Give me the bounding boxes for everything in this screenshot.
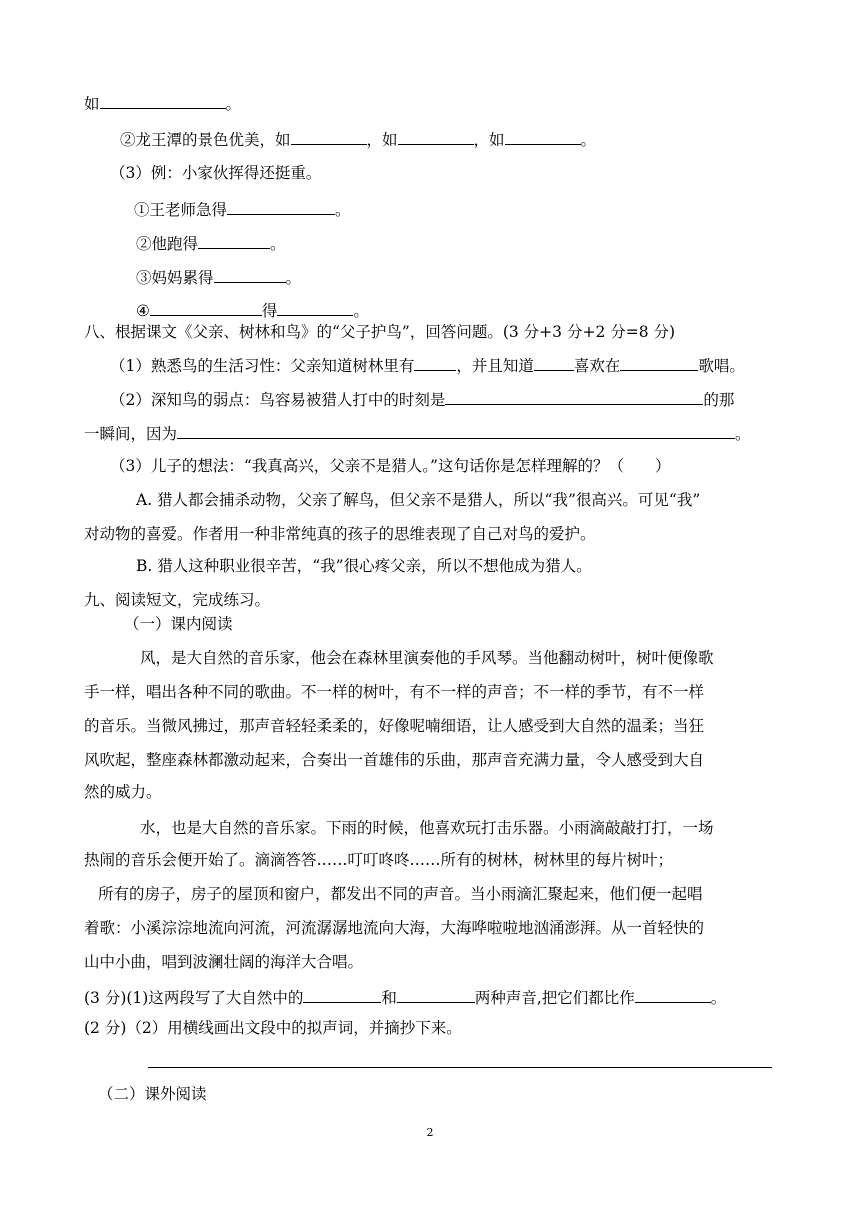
option-a[interactable]: A. 猎人都会捕杀动物，父亲了解鸟，但父亲不是猎人，所以“我”很高兴。可见“我” (136, 491, 701, 509)
answer-blank[interactable] (227, 198, 335, 215)
fill-line-example-2 (120, 128, 596, 150)
answer-blank[interactable] (398, 128, 474, 145)
line-text: ，如 (366, 131, 398, 149)
line-text: 歌唱。 (698, 357, 745, 375)
answer-blank[interactable] (303, 986, 381, 1003)
line-text: ④ (136, 302, 150, 320)
answer-blank[interactable] (177, 422, 735, 439)
answer-blank[interactable] (214, 266, 286, 283)
answer-blank[interactable] (635, 986, 711, 1003)
line-text: ，并且知道 (456, 357, 534, 375)
line-text: 。 (735, 425, 751, 443)
question-9-1 (84, 986, 726, 1008)
subsection-in-class-reading: （一）课内阅读 (124, 615, 233, 633)
passage-line: 的音乐。当微风拂过，那声音轻轻柔柔的，好像呢喃细语，让人感受到大自然的温柔；当狂 (84, 717, 705, 735)
line-text: 。 (710, 989, 727, 1007)
line-text: 得 (261, 302, 278, 320)
passage-line: 手一样，唱出各种不同的歌曲。不一样的树叶，有不一样的声音；不一样的季节，有不一样 (84, 683, 705, 701)
answer-blank[interactable] (277, 299, 353, 316)
line-text: （2）深知鸟的弱点：鸟容易被猎人打中的时刻是 (110, 391, 446, 409)
exercise-item-1 (134, 198, 351, 220)
line-text: 如 (84, 95, 100, 113)
line-text: ②龙王潭的景色优美，如 (120, 131, 291, 149)
line-text: 。 (270, 235, 286, 253)
passage-line: 着歌：小溪淙淙地流向河流，河流潺潺地流向大海，大海哗啦啦地汹涌澎湃。从一首轻快的 (84, 919, 705, 937)
answer-blank[interactable] (505, 128, 581, 145)
answer-blank[interactable] (620, 354, 698, 371)
answer-blank[interactable] (150, 299, 262, 316)
line-text: (3 分)(1)这两段写了大自然中的 (84, 989, 304, 1007)
answer-blank[interactable] (397, 986, 475, 1003)
exercise-item-4 (136, 299, 369, 321)
line-text: ①王老师急得 (134, 201, 228, 219)
line-text: ，如 (473, 131, 505, 149)
answer-blank[interactable] (291, 128, 367, 145)
option-a-cont: 对动物的喜爱。作者用一种非常纯真的孩子的思维表现了自己对鸟的爱护。 (84, 525, 596, 543)
answer-blank[interactable] (100, 92, 226, 109)
subsection-extracurricular-reading: （二）课外阅读 (98, 1085, 207, 1103)
line-text: 喜欢在 (573, 357, 621, 375)
line-text: 。 (353, 302, 369, 320)
line-text: 。 (285, 269, 302, 287)
passage-line: 风吹起，整座森林都激动起来，合奏出一首雄伟的乐曲，那声音充满力量，令人感受到大自 (84, 751, 705, 769)
answer-blank[interactable] (534, 354, 574, 371)
passage-line: 风，是大自然的音乐家，他会在森林里演奏他的手风琴。当他翻动树叶，树叶便像歌 (140, 649, 714, 667)
line-text: 一瞬间，因为 (84, 425, 178, 443)
line-text: ③妈妈累得 (136, 269, 214, 287)
answer-blank[interactable] (445, 388, 703, 405)
passage-line: 水，也是大自然的音乐家。下雨的时候，他喜欢玩打击乐器。小雨滴敲敲打打，一场 (140, 819, 714, 837)
option-b[interactable]: B. 猎人这种职业很辛苦，“我”很心疼父亲，所以不想他成为猎人。 (136, 557, 592, 575)
line-text: 两种声音,把它们都比作 (474, 989, 635, 1007)
question-9-2: (2 分)（2）用横线画出文段中的拟声词，并摘抄下来。 (84, 1019, 462, 1037)
question-8-2-cont (84, 422, 751, 444)
question-7-3: （3）例：小家伙挥得还挺重。 (110, 164, 322, 182)
passage-line: 山中小曲，唱到波澜壮阔的海洋大合唱。 (84, 953, 364, 971)
question-8-2 (110, 388, 734, 410)
question-8-3: （3）儿子的想法：“我真高兴，父亲不是猎人。”这句话你是怎样理解的？（ ） (110, 457, 671, 475)
answer-blank[interactable] (414, 354, 456, 371)
line-text: 和 (381, 989, 397, 1007)
line-text: （1）熟悉鸟的生活习性：父亲知道树林里有 (110, 357, 415, 375)
page-number: 2 (426, 1126, 434, 1139)
answer-blank[interactable] (198, 232, 270, 249)
passage-line: 所有的房子，房子的屋顶和窗户，都发出不同的声音。当小雨滴汇聚起来，他们便一起唱 (98, 885, 703, 903)
line-text: 的那 (703, 391, 735, 409)
section-8-title: 八、根据课文《父亲、树林和鸟》的“父子护鸟”，回答问题。(3 分+3 分+2 分=8 分) (84, 323, 676, 341)
passage-line: 热闹的音乐会便开始了。滴滴答答……叮叮咚咚……所有的树林，树林里的每片树叶； (84, 851, 674, 869)
line-text: ②他跑得 (136, 235, 199, 253)
answer-line[interactable] (148, 1067, 772, 1068)
exercise-item-2 (136, 232, 286, 254)
exercise-item-3 (136, 266, 301, 288)
question-8-1 (110, 354, 745, 376)
line-text: 。 (580, 131, 597, 149)
passage-line: 然的威力。 (84, 783, 162, 801)
line-text: 。 (225, 95, 242, 113)
fill-line-example-1 (84, 92, 241, 114)
line-text: 。 (335, 201, 351, 219)
section-9-title: 九、阅读短文，完成练习。 (84, 591, 271, 609)
